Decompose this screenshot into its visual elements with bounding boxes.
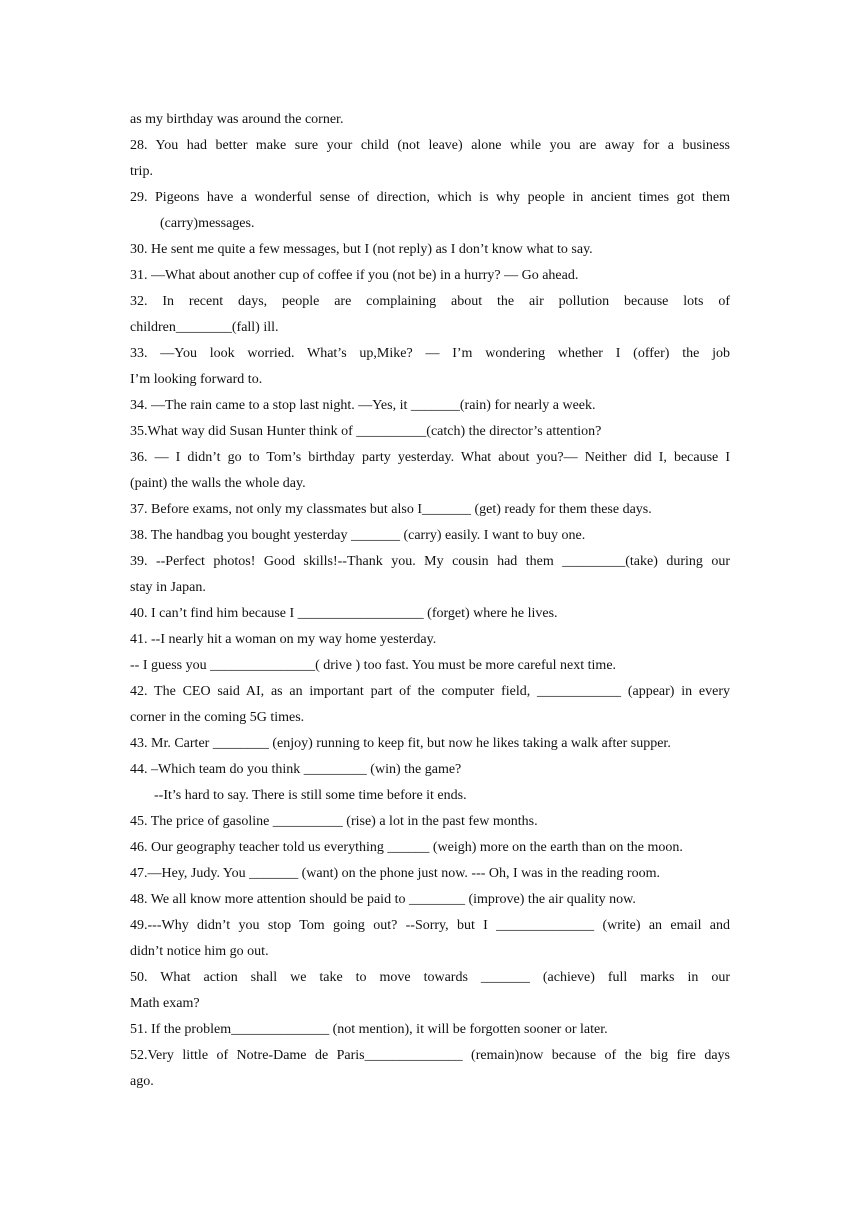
question-41: 41. --I nearly hit a woman on my way home yesterday. [130, 632, 437, 647]
text-line: children________(fall) ill. [130, 320, 279, 335]
text-line: as my birthday was around the corner. [130, 112, 344, 127]
question-48: 48. We all know more attention should be paid to ________ (improve) the air quality now. [130, 892, 636, 907]
question-37: 37. Before exams, not only my classmates but also I_______ (get) ready for them these days. [130, 502, 652, 517]
text-line: Math exam? [130, 996, 200, 1011]
question-29: 29. Pigeons have a wonderful sense of direction, which is why people in ancient times got them [130, 190, 730, 205]
text-line: trip. [130, 164, 153, 179]
question-36: 36. — I didn’t go to Tom’s birthday party yesterday. What about you?— Neither did I, because I [130, 450, 730, 465]
question-52: 52.Very little of Notre-Dame de Paris______________ (remain)now because of the big fire days [130, 1048, 730, 1063]
question-33: 33. —You look worried. What’s up,Mike? — I’m wondering whether I (offer) the job [130, 346, 730, 361]
question-49: 49.---Why didn’t you stop Tom going out? --Sorry, but I ______________ (write) an email and [130, 918, 730, 933]
question-43: 43. Mr. Carter ________ (enjoy) running to keep fit, but now he likes taking a walk after supper. [130, 736, 671, 751]
question-35: 35.What way did Susan Hunter think of __________(catch) the director’s attention? [130, 424, 602, 439]
question-34: 34. —The rain came to a stop last night. —Yes, it _______(rain) for nearly a week. [130, 398, 596, 413]
text-line: stay in Japan. [130, 580, 206, 595]
question-46: 46. Our geography teacher told us everything ______ (weigh) more on the earth than on the moon. [130, 840, 683, 855]
question-39: 39. --Perfect photos! Good skills!--Thank you. My cousin had them _________(take) during our [130, 554, 730, 569]
text-line: (carry)messages. [160, 216, 255, 231]
question-32: 32. In recent days, people are complaining about the air pollution because lots of [130, 294, 730, 309]
question-44: 44. –Which team do you think _________ (win) the game? [130, 762, 462, 777]
exercise-text-block [130, 107, 730, 1095]
text-line: ago. [130, 1074, 154, 1089]
text-line: corner in the coming 5G times. [130, 710, 305, 725]
question-45: 45. The price of gasoline __________ (rise) a lot in the past few months. [130, 814, 538, 829]
question-42: 42. The CEO said AI, as an important part of the computer field, ____________ (appear) in every [130, 684, 730, 699]
text-line: (paint) the walls the whole day. [130, 476, 306, 491]
text-line: I’m looking forward to. [130, 372, 263, 387]
question-31: 31. —What about another cup of coffee if you (not be) in a hurry? — Go ahead. [130, 268, 579, 283]
question-51: 51. If the problem______________ (not mention), it will be forgotten sooner or later. [130, 1022, 608, 1037]
text-line: didn’t notice him go out. [130, 944, 269, 959]
text-line: -- I guess you _______________( drive ) too fast. You must be more careful next time. [130, 658, 617, 673]
question-30: 30. He sent me quite a few messages, but I (not reply) as I don’t know what to say. [130, 242, 593, 257]
text-line: --It’s hard to say. There is still some time before it ends. [154, 788, 467, 803]
question-28: 28. You had better make sure your child (not leave) alone while you are away for a business [130, 138, 730, 153]
question-50: 50. What action shall we take to move towards _______ (achieve) full marks in our [130, 970, 730, 985]
question-38: 38. The handbag you bought yesterday _______ (carry) easily. I want to buy one. [130, 528, 586, 543]
question-47: 47.—Hey, Judy. You _______ (want) on the phone just now. --- Oh, I was in the reading room. [130, 866, 660, 881]
question-40: 40. I can’t find him because I __________________ (forget) where he lives. [130, 606, 558, 621]
